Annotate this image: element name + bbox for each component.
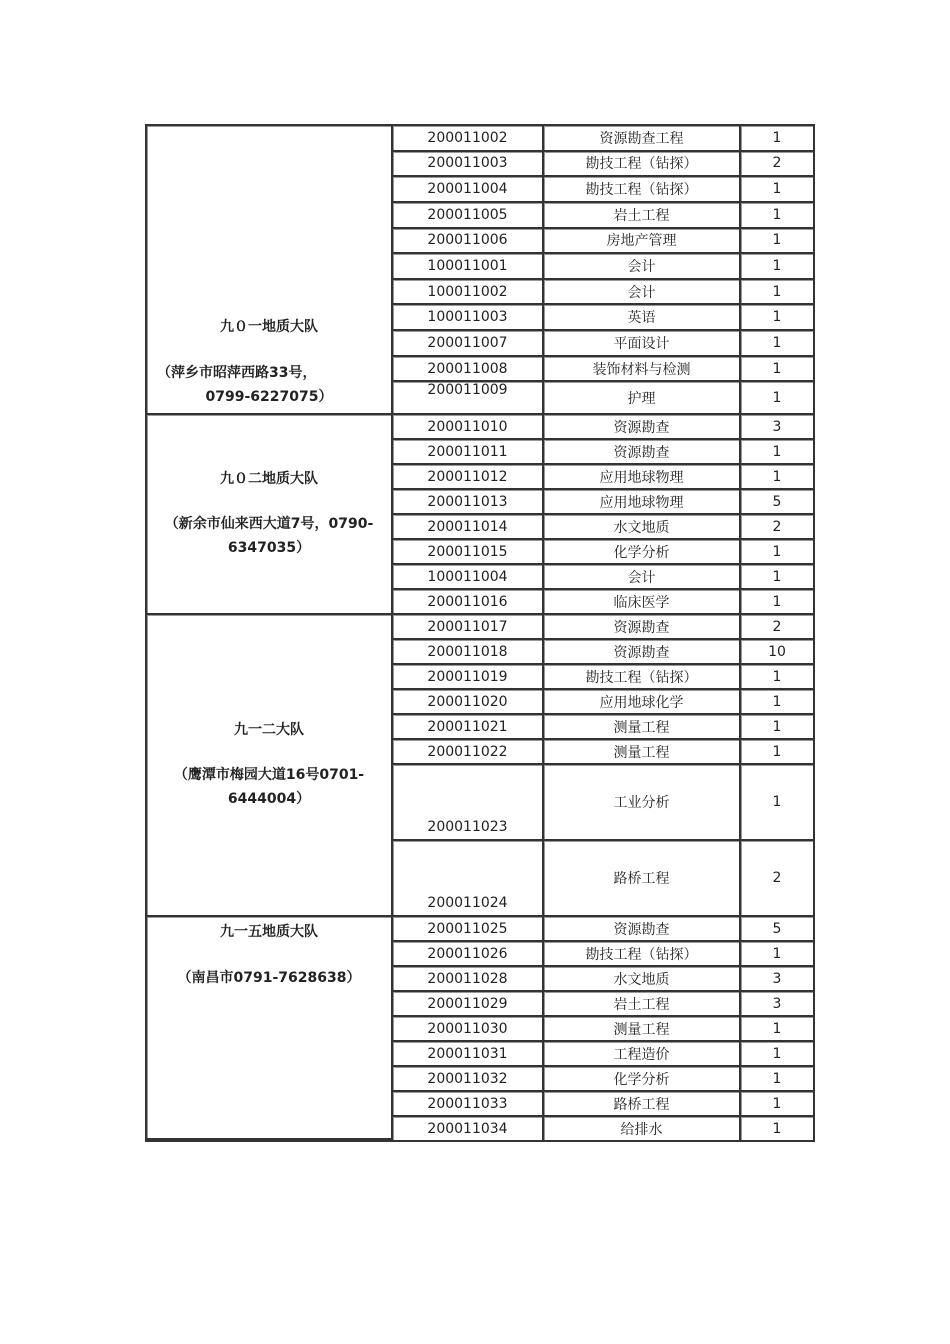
count-cell: 1: [741, 203, 813, 229]
count-cell: 1: [741, 305, 813, 331]
unit-cell: [147, 917, 393, 1140]
major-cell: 资源勘查: [544, 615, 741, 640]
major-cell: 测量工程: [544, 1017, 741, 1042]
major-cell: 房地产管理: [544, 229, 741, 255]
count-cell: 1: [741, 540, 813, 565]
count-cell: 1: [741, 740, 813, 765]
code-cell: 200011011: [393, 440, 544, 465]
count-cell: 3: [741, 415, 813, 440]
major-cell: 岩土工程: [544, 992, 741, 1017]
code-cell: 200011008: [393, 357, 544, 383]
code-cell: 200011012: [393, 465, 544, 490]
unit-name: 九０一地质大队: [220, 319, 318, 335]
count-cell: 1: [741, 1092, 813, 1117]
code-cell: 200011006: [393, 229, 544, 255]
count-cell: 1: [741, 382, 813, 415]
code-cell: 200011004: [393, 177, 544, 203]
count-cell: 2: [741, 615, 813, 640]
count-cell: 1: [741, 690, 813, 715]
unit-cell: [147, 126, 393, 415]
count-cell: 1: [741, 177, 813, 203]
code-cell: 200011017: [393, 615, 544, 640]
major-cell: 会计: [544, 280, 741, 306]
code-cell: 200011033: [393, 1092, 544, 1117]
unit-address: （南昌市0791-7628638）: [177, 970, 361, 987]
count-cell: 2: [741, 841, 813, 917]
unit-phone: 6444004）: [227, 791, 311, 808]
major-cell: 应用地球化学: [544, 690, 741, 715]
code-cell: 200011031: [393, 1042, 544, 1067]
code-cell: 200011022: [393, 740, 544, 765]
count-cell: 2: [741, 152, 813, 178]
table-row: [147, 917, 813, 942]
code-cell: 200011007: [393, 331, 544, 357]
code-cell: 200011029: [393, 992, 544, 1017]
code-cell: 200011009: [393, 382, 544, 415]
code-cell: 100011002: [393, 280, 544, 306]
major-cell: 护理: [544, 382, 741, 415]
unit-name: 九０二地质大队: [220, 470, 318, 487]
unit-address: （鹰潭市梅园大道16号0701-: [173, 767, 365, 784]
major-cell: 化学分析: [544, 1067, 741, 1092]
unit-name: 九一二大队: [234, 721, 304, 738]
major-cell: 测量工程: [544, 740, 741, 765]
count-cell: 10: [741, 640, 813, 665]
major-cell: 勘技工程（钻探）: [544, 942, 741, 967]
code-cell: 200011010: [393, 415, 544, 440]
code-cell: 100011001: [393, 254, 544, 280]
major-cell: 会计: [544, 565, 741, 590]
major-cell: 路桥工程: [544, 1092, 741, 1117]
major-cell: 资源勘查: [544, 415, 741, 440]
major-cell: 资源勘查: [544, 440, 741, 465]
unit-cell: [147, 415, 393, 615]
count-cell: 1: [741, 942, 813, 967]
major-cell: 勘技工程（钻探）: [544, 177, 741, 203]
count-cell: 1: [741, 765, 813, 841]
count-cell: 1: [741, 331, 813, 357]
code-cell: 200011032: [393, 1067, 544, 1092]
count-cell: 1: [741, 665, 813, 690]
major-cell: 勘技工程（钻探）: [544, 152, 741, 178]
code-cell: 200011024: [393, 841, 544, 917]
major-cell: 平面设计: [544, 331, 741, 357]
major-cell: 资源勘查工程: [544, 126, 741, 152]
code-cell: 100011003: [393, 305, 544, 331]
major-cell: 应用地球物理: [544, 465, 741, 490]
count-cell: 1: [741, 280, 813, 306]
count-cell: 1: [741, 1067, 813, 1092]
major-cell: 岩土工程: [544, 203, 741, 229]
code-cell: 200011030: [393, 1017, 544, 1042]
code-cell: 200011026: [393, 942, 544, 967]
count-cell: 1: [741, 254, 813, 280]
major-cell: 会计: [544, 254, 741, 280]
code-cell: 200011021: [393, 715, 544, 740]
code-cell: 200011034: [393, 1117, 544, 1140]
unit-phone: 0799-6227075）: [205, 388, 333, 405]
major-cell: 工业分析: [544, 765, 741, 841]
unit-address: （萍乡市昭萍西路33号，: [157, 364, 317, 381]
major-cell: 资源勘查: [544, 640, 741, 665]
major-cell: 应用地球物理: [544, 490, 741, 515]
code-cell: 200011003: [393, 152, 544, 178]
unit-cell: [147, 615, 393, 917]
code-cell: 200011025: [393, 917, 544, 942]
unit-phone: 6347035）: [227, 540, 311, 557]
unit-address: （新余市仙来西大道7号，0790-: [164, 516, 374, 533]
major-cell: 化学分析: [544, 540, 741, 565]
code-cell: 200011014: [393, 515, 544, 540]
count-cell: 3: [741, 992, 813, 1017]
major-cell: 勘技工程（钻探）: [544, 665, 741, 690]
major-cell: 资源勘查: [544, 917, 741, 942]
code-cell: 200011005: [393, 203, 544, 229]
table-row: [147, 415, 813, 440]
count-cell: 1: [741, 590, 813, 615]
code-cell: 200011002: [393, 126, 544, 152]
major-cell: 工程造价: [544, 1042, 741, 1067]
count-cell: 2: [741, 515, 813, 540]
major-cell: 装饰材料与检测: [544, 357, 741, 383]
count-cell: 1: [741, 1117, 813, 1140]
code-cell: 200011018: [393, 640, 544, 665]
code-cell: 100011004: [393, 565, 544, 590]
major-cell: 临床医学: [544, 590, 741, 615]
count-cell: 1: [741, 1042, 813, 1067]
major-cell: 给排水: [544, 1117, 741, 1140]
code-cell: 200011023: [393, 765, 544, 841]
count-cell: 1: [741, 357, 813, 383]
count-cell: 1: [741, 465, 813, 490]
count-cell: 1: [741, 565, 813, 590]
code-cell: 200011019: [393, 665, 544, 690]
major-cell: 水文地质: [544, 515, 741, 540]
code-cell: 200011020: [393, 690, 544, 715]
count-cell: 1: [741, 1017, 813, 1042]
recruitment-table: [145, 124, 815, 1142]
count-cell: 5: [741, 490, 813, 515]
count-cell: 1: [741, 440, 813, 465]
major-cell: 测量工程: [544, 715, 741, 740]
code-cell: 200011016: [393, 590, 544, 615]
table-row: [147, 615, 813, 640]
count-cell: 3: [741, 967, 813, 992]
count-cell: 1: [741, 126, 813, 152]
count-cell: 5: [741, 917, 813, 942]
major-cell: 水文地质: [544, 967, 741, 992]
code-cell: 200011015: [393, 540, 544, 565]
code-cell: 200011013: [393, 490, 544, 515]
count-cell: 1: [741, 229, 813, 255]
table-row: [147, 126, 813, 152]
count-cell: 1: [741, 715, 813, 740]
major-cell: 英语: [544, 305, 741, 331]
unit-name: 九一五地质大队: [220, 924, 318, 941]
major-cell: 路桥工程: [544, 841, 741, 917]
code-cell: 200011028: [393, 967, 544, 992]
